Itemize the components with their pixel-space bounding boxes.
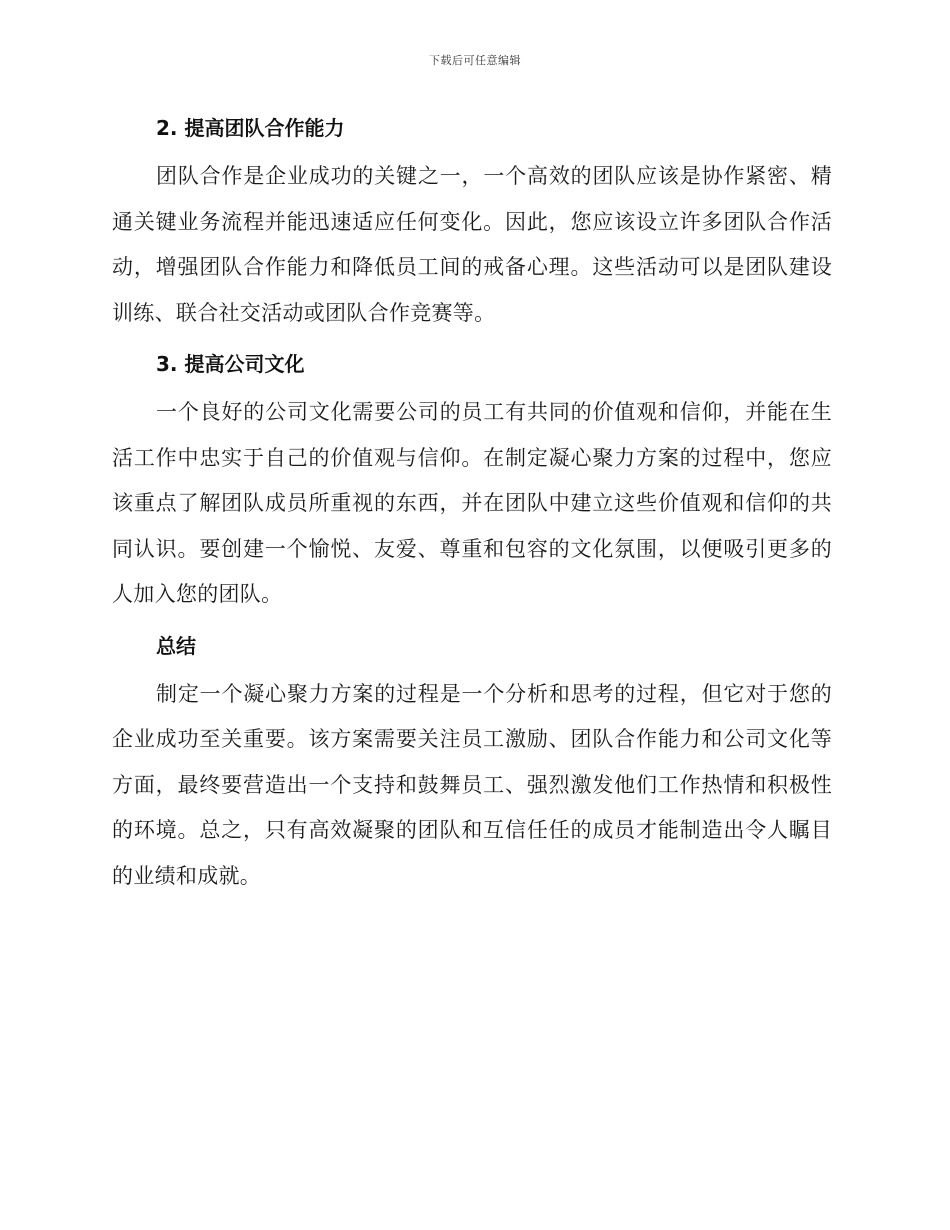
section-paragraph: 团队合作是企业成功的关键之一，一个高效的团队应该是协作紧密、精通关键业务流程并能迅速适应任何变化。因此，您应该设立许多团队合作活动，增强团队合作能力和降低员工间的戒备心理。这些活动可以是团队建设训练、联合社交活动或团队合作竞赛等。 (112, 164, 832, 325)
section-heading: 2. 提高团队合作能力 (156, 116, 345, 140)
page-header-note: 下载后可任意编辑 (429, 54, 521, 67)
section-team-cooperation (112, 108, 832, 336)
section-company-culture (112, 344, 832, 618)
section-heading: 3. 提高公司文化 (156, 352, 305, 376)
document-body (112, 108, 832, 907)
section-paragraph: 制定一个凝心聚力方案的过程是一个分析和思考的过程，但它对于您的企业成功至关重要。该方案需要关注员工激励、团队合作能力和公司文化等方面，最终要营造出一个支持和鼓舞员工、强烈激发他们工作热情和积极性的环境。总之，只有高效凝聚的团队和互信任任的成员才能制造出令人瞩目的业绩和成就。 (112, 681, 832, 888)
section-paragraph: 一个良好的公司文化需要公司的员工有共同的价值观和信仰，并能在生活工作中忠实于自己的价值观与信仰。在制定凝心聚力方案的过程中，您应该重点了解团队成员所重视的东西，并在团队中建立这些价值观和信仰的共同认识。要创建一个愉悦、友爱、尊重和包容的文化氛围，以便吸引更多的人加入您的团队。 (112, 400, 832, 606)
section-heading: 总结 (156, 633, 196, 658)
section-summary (112, 626, 832, 900)
